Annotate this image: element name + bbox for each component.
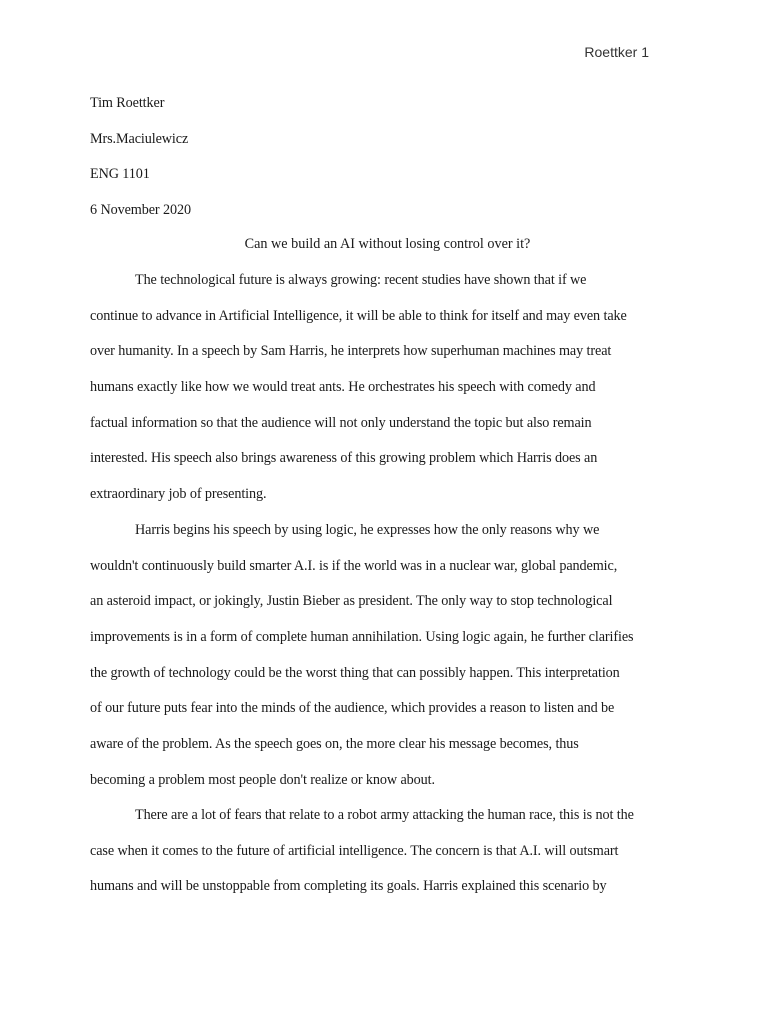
text-line: of our future puts fear into the minds of the audience, which provides a reason to listen and be: [90, 700, 615, 717]
mla-heading: [90, 86, 685, 229]
paragraph-1: [90, 263, 685, 513]
text-line: wouldn't continuously build smarter A.I. is if the world was in a nuclear war, global pandemic,: [90, 557, 618, 574]
text-line: over humanity. In a speech by Sam Harris, he interprets how superhuman machines may treat: [90, 343, 612, 360]
text-line: extraordinary job of presenting.: [90, 486, 267, 503]
text-line: improvements is in a form of complete human annihilation. Using logic again, he further clarifies: [90, 629, 634, 646]
text-line: There are a lot of fears that relate to a robot army attacking the human race, this is not the: [135, 807, 634, 823]
paragraph-2: [90, 513, 685, 799]
author-name: Tim Roettker: [90, 95, 165, 111]
text-line: interested. His speech also brings awareness of this growing problem which Harris does an: [90, 450, 598, 467]
text-line: continue to advance in Artificial Intelligence, it will be able to think for itself and may even take: [90, 307, 627, 324]
essay-date: 6 November 2020: [90, 202, 191, 219]
text-line: becoming a problem most people don't realize or know about.: [90, 771, 435, 788]
text-line: The technological future is always growing: recent studies have shown that if we: [135, 272, 587, 288]
text-line: factual information so that the audience will not only understand the topic but also remain: [90, 414, 592, 431]
text-line: aware of the problem. As the speech goes on, the more clear his message becomes, thus: [90, 736, 579, 753]
text-line: an asteroid impact, or jokingly, Justin Bieber as president. The only way to stop technological: [90, 593, 613, 610]
text-line: humans exactly like how we would treat ants. He orchestrates his speech with comedy and: [90, 379, 596, 396]
running-head: Roettker 1: [584, 44, 649, 60]
text-line: humans and will be unstoppable from completing its goals. Harris explained this scenario by: [90, 878, 607, 895]
essay-title: Can we build an AI without losing control over it?: [244, 236, 531, 252]
instructor-name: Mrs.Maciulewicz: [90, 130, 189, 147]
text-line: the growth of technology could be the worst thing that can possibly happen. This interpretation: [90, 664, 620, 681]
text-line: case when it comes to the future of artificial intelligence. The concern is that A.I. will outsmart: [90, 842, 619, 859]
paragraph-3: [90, 798, 685, 905]
text-line: Harris begins his speech by using logic, he expresses how the only reasons why we: [135, 522, 600, 538]
course-name: ENG 1101: [90, 166, 150, 183]
